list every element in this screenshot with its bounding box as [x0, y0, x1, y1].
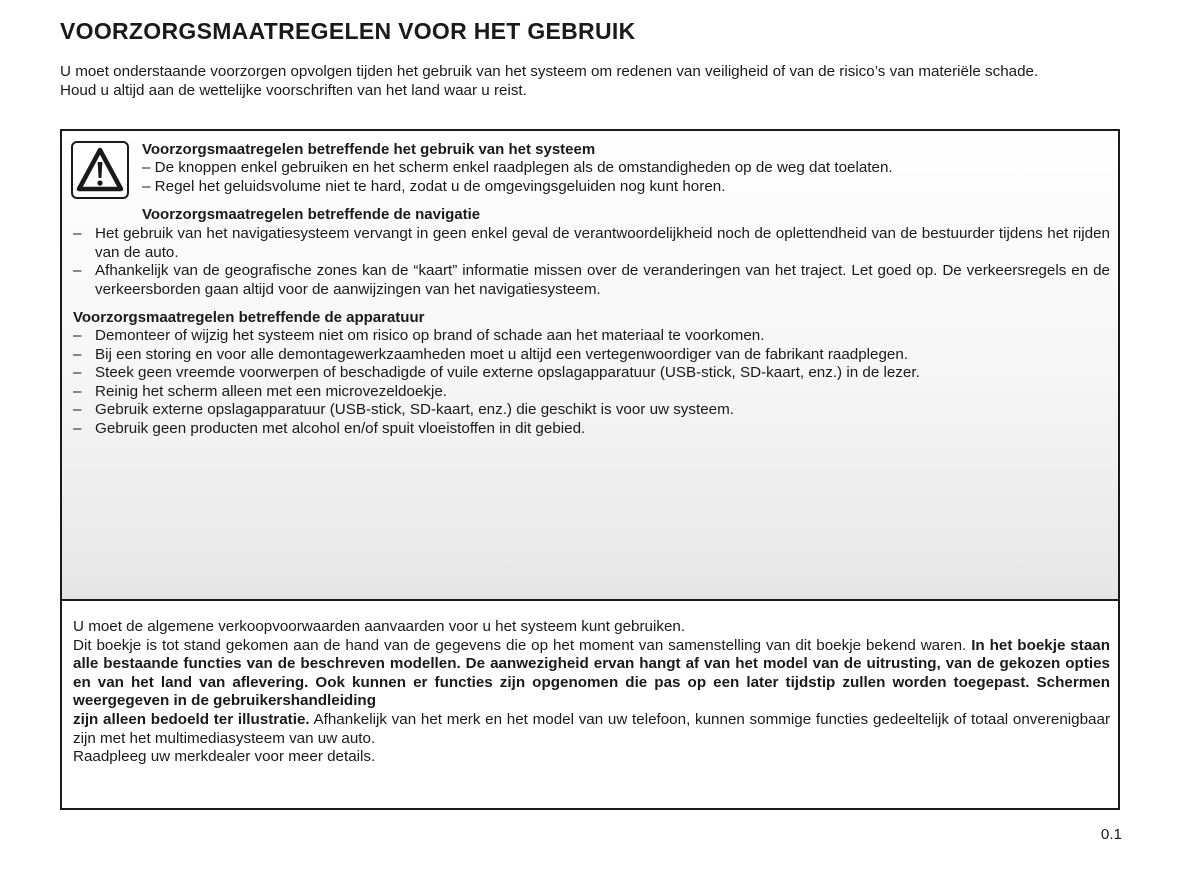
info-text-bold: In het boekje staan alle bestaande functies van de beschreven modellen. De aanwezigheid ervan hangt af van het model van de uitrusting, van de gekozen opties en van het land van aflevering. Ook kunnen er functies zijn opgenomen die pas op een later tijdstip zullen worden toegepast. Schermen weergegeven in de gebruikershandleiding	[73, 636, 1110, 710]
info-paragraph: Raadpleeg uw merkdealer voor meer details.	[73, 748, 376, 766]
info-paragraph	[73, 711, 1110, 748]
navigation-list	[73, 225, 1110, 299]
page-number: 0.1	[1100, 826, 1122, 843]
equipment-item: – Reinig het scherm alleen met een microvezeldoekje.	[73, 383, 1110, 402]
info-text-normal: Afhankelijk van het merk en het model van uw telefoon, kunnen sommige functies gedeeltelijk of totaal onverenigbaar zijn met het multimediasysteem van uw auto.	[73, 710, 1111, 747]
system-item: – De knoppen enkel gebruiken en het scherm enkel raadplegen als de omstandigheden op de weg dat toelaten.	[142, 159, 893, 176]
section-system	[142, 141, 1102, 196]
info-paragraph: U moet de algemene verkoopvoorwaarden aanvaarden voor u het systeem kunt gebruiken.	[73, 618, 686, 635]
intro-line-2: Houd u altijd aan de wettelijke voorschriften van het land waar u reist.	[60, 82, 527, 99]
equipment-item: – Gebruik externe opslagapparatuur (USB-stick, SD-kaart, enz.) die geschikt is voor uw systeem.	[73, 401, 1110, 420]
section-equipment	[73, 309, 1110, 439]
equipment-item: – Demonteer of wijzig het systeem niet om risico op brand of schade aan het materiaal te voorkomen.	[73, 327, 1110, 346]
section-navigation-title: Voorzorgsmaatregelen betreffende de navigatie	[142, 206, 481, 223]
intro-text	[60, 62, 1140, 100]
equipment-list	[73, 327, 1110, 439]
section-navigation	[73, 206, 1110, 299]
equipment-item: – Bij een storing en voor alle demontagewerkzaamheden moet u altijd een vertegenwoordiger van de fabrikant raadplegen.	[73, 346, 1110, 365]
info-text-bold: zijn alleen bedoeld ter illustratie.	[73, 710, 310, 728]
warning-box	[60, 129, 1120, 599]
info-text	[73, 618, 1110, 767]
warning-triangle-icon	[71, 141, 129, 199]
navigation-item: – Het gebruik van het navigatiesysteem vervangt in geen enkel geval de verantwoordelijkheid noch de oplettendheid van de bestuurder tijdens het rijden van de auto.	[73, 225, 1110, 262]
equipment-item: – Steek geen vreemde voorwerpen of beschadigde of vuile externe opslagapparatuur (USB-stick, SD-kaart, enz.) in de lezer.	[73, 364, 1110, 383]
intro-line-1: U moet onderstaande voorzorgen opvolgen tijden het gebruik van het systeem om redenen van veiligheid of van de risico’s van materiële schade.	[60, 63, 1039, 80]
navigation-item: – Afhankelijk van de geografische zones kan de “kaart” informatie missen over de veranderingen van het traject. Let goed op. De verkeersregels en de verkeersborden gaan altijd voor de aanwijzingen van het navigatiesysteem.	[73, 262, 1110, 299]
section-system-title: Voorzorgsmaatregelen betreffende het gebruik van het systeem	[142, 141, 596, 158]
system-item: – Regel het geluidsvolume niet te hard, zodat u de omgevingsgeluiden nog kunt horen.	[142, 177, 726, 195]
info-box	[60, 599, 1120, 810]
info-paragraph	[73, 637, 1110, 711]
info-text-normal: Dit boekje is tot stand gekomen aan de hand van de gegevens die op het moment van samenstelling van dit boekje bekend waren.	[73, 636, 972, 654]
page-title: VOORZORGSMAATREGELEN VOOR HET GEBRUIK	[60, 18, 636, 44]
section-equipment-title: Voorzorgsmaatregelen betreffende de apparatuur	[73, 309, 425, 326]
equipment-item: – Gebruik geen producten met alcohol en/of spuit vloeistoffen in dit gebied.	[73, 420, 1110, 439]
